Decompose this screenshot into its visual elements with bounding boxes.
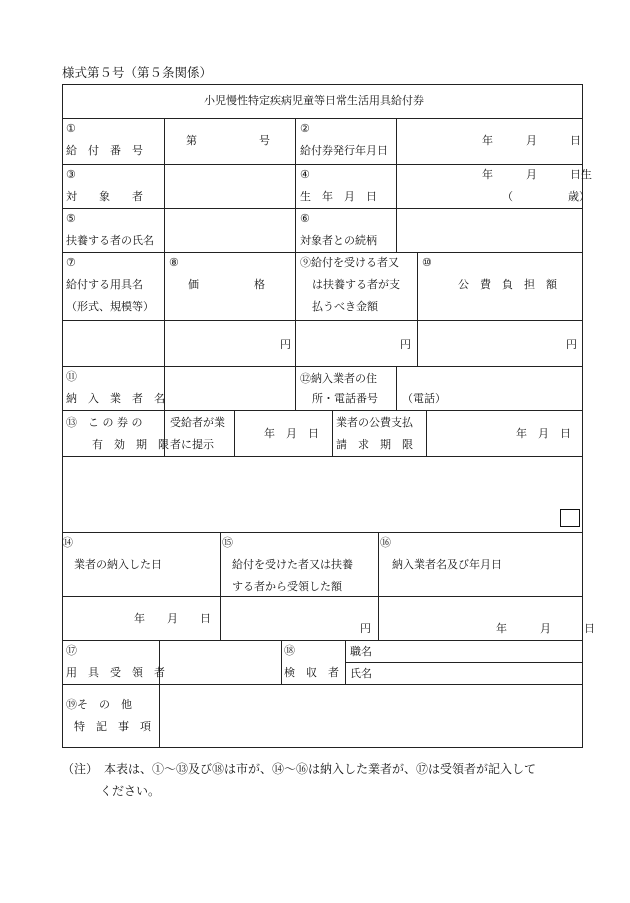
item-4-date: 年 月 日生: [482, 168, 592, 181]
item-7-sublabel: （形式、規模等）: [66, 300, 154, 313]
item-17-number: ⑰: [66, 644, 77, 657]
seal-box: [560, 509, 580, 527]
price-yen: 円: [280, 338, 291, 351]
form-number-label: 様式第５号（第５条関係）: [62, 65, 213, 80]
item-5-label: 扶養する者の氏名: [66, 234, 154, 247]
public-burden-yen: 円: [566, 338, 577, 351]
item-4-age: （ 歳）: [502, 190, 590, 203]
claim-deadline-line1: 業者の公費支払: [336, 416, 413, 429]
item-8-number: ⑧: [169, 256, 179, 269]
item-4-number: ④: [300, 168, 310, 181]
item-10-number: ⑩: [422, 256, 432, 269]
item-13-date: 年 月 日: [264, 427, 319, 440]
item-6-number: ⑥: [300, 212, 310, 225]
form-title: 小児慢性特定疾病児童等日常生活用具給付券: [204, 94, 424, 107]
item-15-label-line2: する者から受領した額: [232, 580, 342, 593]
item-3-label: 対 象 者: [66, 190, 143, 203]
item-7-label: 給付する用具名: [66, 278, 143, 291]
vendor-date: 年 月 日: [496, 622, 595, 635]
item-14-label: 業者の納入した日: [74, 558, 162, 571]
item-6-label: 対象者との続柄: [300, 234, 377, 247]
item-13-sub-line2: 者に提示: [170, 438, 214, 451]
item-17-label: 用 具 受 領 者: [66, 666, 165, 679]
item-2-number: ②: [300, 122, 310, 135]
footnote: [62, 758, 587, 802]
item-1-dai: 第: [186, 134, 197, 147]
item-18-label: 検 収 者: [284, 666, 339, 679]
item-11-number: ⑪: [66, 370, 77, 383]
item-7-number: ⑦: [66, 256, 76, 269]
item-12-label-line2: 所・電話番号: [312, 392, 378, 405]
item-13-sub-line1: 受給者が業: [170, 416, 225, 429]
item-15-number: ⑮: [222, 536, 233, 549]
item-4-label: 生 年 月 日: [300, 190, 377, 203]
received-amount-yen: 円: [360, 622, 371, 635]
item-19-label-line1: ⑲そ の 他: [66, 698, 132, 711]
item-9-label-line2: は扶養する者が支: [312, 278, 400, 291]
claim-deadline-date: 年 月 日: [516, 427, 571, 440]
item-9-label-line1: ⑨給付を受ける者又: [300, 256, 399, 269]
item-2-date: 年 月 日: [482, 134, 581, 147]
item-2-label: 給付券発行年月日: [300, 144, 388, 157]
item-12-label-line1: ⑫納入業者の住: [300, 372, 377, 385]
item-12-phone: （電話）: [402, 392, 446, 405]
item-14-number: ⑭: [62, 536, 73, 549]
claim-deadline-line2: 請 求 期 限: [336, 438, 413, 451]
item-16-label: 納入業者名及び年月日: [392, 558, 502, 571]
inspector-title-label: 職名: [350, 645, 372, 658]
footnote-line1: （注） 本表は、①～⑬及び⑱は市が、⑭～⑯は納入した業者が、⑰は受領者が記入して: [62, 762, 537, 776]
item-13-label-line2: 有 効 期 限: [92, 438, 169, 451]
item-13-label-line1: ⑬ こ の 券 の: [66, 416, 143, 429]
item-9-label-line3: 払うべき金額: [312, 300, 378, 313]
delivery-date: 年 月 日: [134, 612, 211, 625]
voucher-form: [62, 84, 595, 748]
item-15-label-line1: 給付を受けた者又は扶養: [232, 558, 353, 571]
item-5-number: ⑤: [66, 212, 76, 225]
self-pay-yen: 円: [400, 338, 411, 351]
item-10-label: 公 費 負 担 額: [458, 278, 557, 291]
item-8-label: 価 格: [188, 278, 265, 291]
item-19-label-line2: 特 記 事 項: [74, 720, 151, 733]
item-1-number: ①: [66, 122, 76, 135]
item-3-number: ③: [66, 168, 76, 181]
item-1-go: 号: [259, 134, 270, 147]
item-18-number: ⑱: [284, 644, 295, 657]
item-16-number: ⑯: [380, 536, 391, 549]
inspector-name-label: 氏名: [350, 667, 372, 680]
footnote-line2: ください。: [100, 784, 161, 798]
item-11-label: 納 入 業 者 名: [66, 392, 165, 405]
item-1-label: 給 付 番 号: [66, 144, 143, 157]
